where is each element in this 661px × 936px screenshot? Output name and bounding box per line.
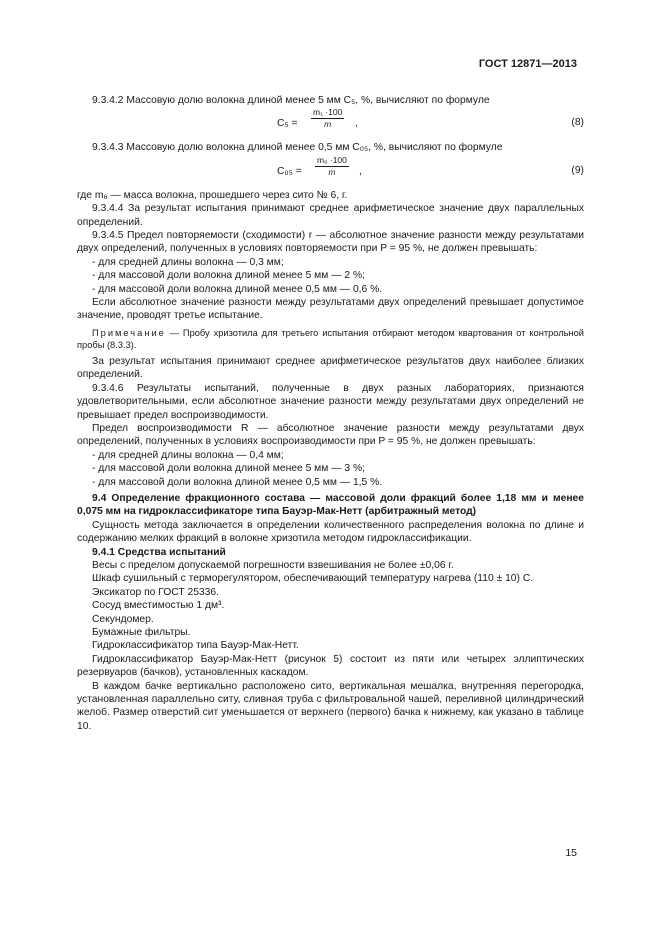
clause-9-3-4-6: 9.3.4.6 Результаты испытаний, полученные в двух разных лабораториях, признаются удовлетворительными, если абсолютное значение разности между результатами двух определений не превышает предел воспроизводимости.: [77, 382, 584, 421]
result-paragraph: За результат испытания принимают среднее арифметическое результатов двух наиболее близких определений.: [77, 355, 584, 381]
list-item: - для массовой доли волокна длиной менее 5 мм — 3 %;: [92, 463, 365, 475]
page-number: 15: [565, 847, 577, 859]
third-test-paragraph: Если абсолютное значение разности между результатами двух определений превышает допустимое значение, проводят третье испытание.: [77, 297, 584, 322]
formula-9-lhs: C₀₅ =: [277, 165, 302, 177]
equipment-item: Шкаф сушильный с терморегулятором, обеспечивающий температуру нагрева (110 ± 10) С.: [92, 573, 534, 585]
classifier-description: Гидроклассификатор Бауэр-Мак-Нетт (рисунок 5) состоит из пяти или четырех эллиптических резервуаров (бачков), установленных каскадом.: [77, 653, 584, 679]
formula-9-numerator: m₆ ·100: [317, 154, 347, 165]
formula-9-punct: ,: [359, 165, 362, 177]
list-item: - для средней длины волокна — 0,3 мм;: [92, 256, 284, 268]
list-item: - для массовой доли волокна длиной менее 5 мм — 2 %;: [92, 270, 365, 282]
clause-9-3-4-3: 9.3.4.3 Массовую долю волокна длиной менее 0,5 мм C₀₅, %, вычисляют по формуле: [92, 142, 503, 154]
list-item: - для массовой доли волокна длиной менее 0,5 мм — 1,5 %.: [92, 476, 383, 488]
equipment-item: Бумажные фильтры.: [92, 627, 191, 638]
section-heading-9-4: 9.4 Определение фракционного состава — массовой доли фракций более 1,18 мм и менее 0,075 мм на гидроклассификаторе типа Бауэр-Мак-Нетт (арбитражный метод): [77, 492, 584, 518]
equipment-item: Гидроклассификатор типа Бауэр-Мак-Нетт.: [92, 640, 299, 652]
formula-8-numerator: m₁ ·100: [313, 107, 343, 118]
formula-8-fraction: [311, 107, 344, 130]
equipment-item: Весы с пределом допускаемой погрешности взвешивания не более ±0,06 г.: [92, 559, 454, 571]
document-code: ГОСТ 12871—2013: [478, 58, 577, 70]
equipment-item: Эксикатор по ГОСТ 25336.: [92, 586, 219, 598]
formula-9-fraction: [315, 155, 349, 178]
formula-8: [77, 107, 584, 141]
clause-9-3-4-4: 9.3.4.4 За результат испытания принимают среднее арифметическое значение двух параллельных определений.: [77, 203, 584, 228]
list-item: - для средней длины волокна — 0,4 мм;: [92, 449, 284, 461]
clause-9-3-4-5: 9.3.4.5 Предел повторяемости (сходимости) r — абсолютное значение разности между результатами двух определений, полученных в условиях повторяемости при P = 95 %, не должен превышать:: [77, 230, 584, 255]
formula-explanation: где m₆ — масса волокна, прошедшего через сито № 6, г.: [77, 189, 348, 201]
page-content: [77, 94, 584, 733]
clause-9-3-4-2: 9.3.4.2 Массовую долю волокна длиной менее 5 мм C₅, %, вычисляют по формуле: [92, 95, 490, 106]
note-label: Примечание: [92, 327, 166, 338]
tank-description: В каждом бачке вертикально расположено сито, вертикальная мешалка, внутренняя перегородка, установленная параллельно ситу, сливная труба с фильтровальной чашей, переливной цилиндрический желоб. Размер отверстий сит уменьшается от верхнего (первого) бачка к нижнему, как указано в таблице 10.: [77, 680, 584, 732]
equation-number-8: (8): [571, 117, 584, 129]
formula-9-denominator: m: [328, 166, 336, 177]
equation-number-9: (9): [571, 164, 584, 176]
subsection-heading-9-4-1: 9.4.1 Средства испытаний: [92, 546, 226, 558]
formula-8-lhs: C₅ =: [277, 118, 298, 130]
note: [77, 327, 584, 351]
equipment-item: Сосуд вместимостью 1 дм³.: [92, 600, 225, 612]
note-text: — Пробу хризотила для третьего испытания отбирают методом квартования от контрольной пробы (8.3.3).: [77, 327, 584, 350]
formula-8-denominator: m: [324, 119, 332, 130]
reproducibility-paragraph: Предел воспроизводимости R — абсолютное значение разности между результатами двух определений, полученных в условиях воспроизводимости при P = 95 %, не должен превышать:: [77, 422, 584, 448]
formula-8-punct: ,: [355, 118, 358, 130]
method-essence: Сущность метода заключается в определении количественного распределения волокна по длине и содержанию мелких фракций в волокне хризотила методом гидроклассификации.: [77, 519, 584, 545]
equipment-item: Секундомер.: [92, 613, 154, 625]
formula-9: [77, 155, 584, 189]
list-item: - для массовой доли волокна длиной менее 0,5 мм — 0,6 %.: [92, 283, 383, 295]
